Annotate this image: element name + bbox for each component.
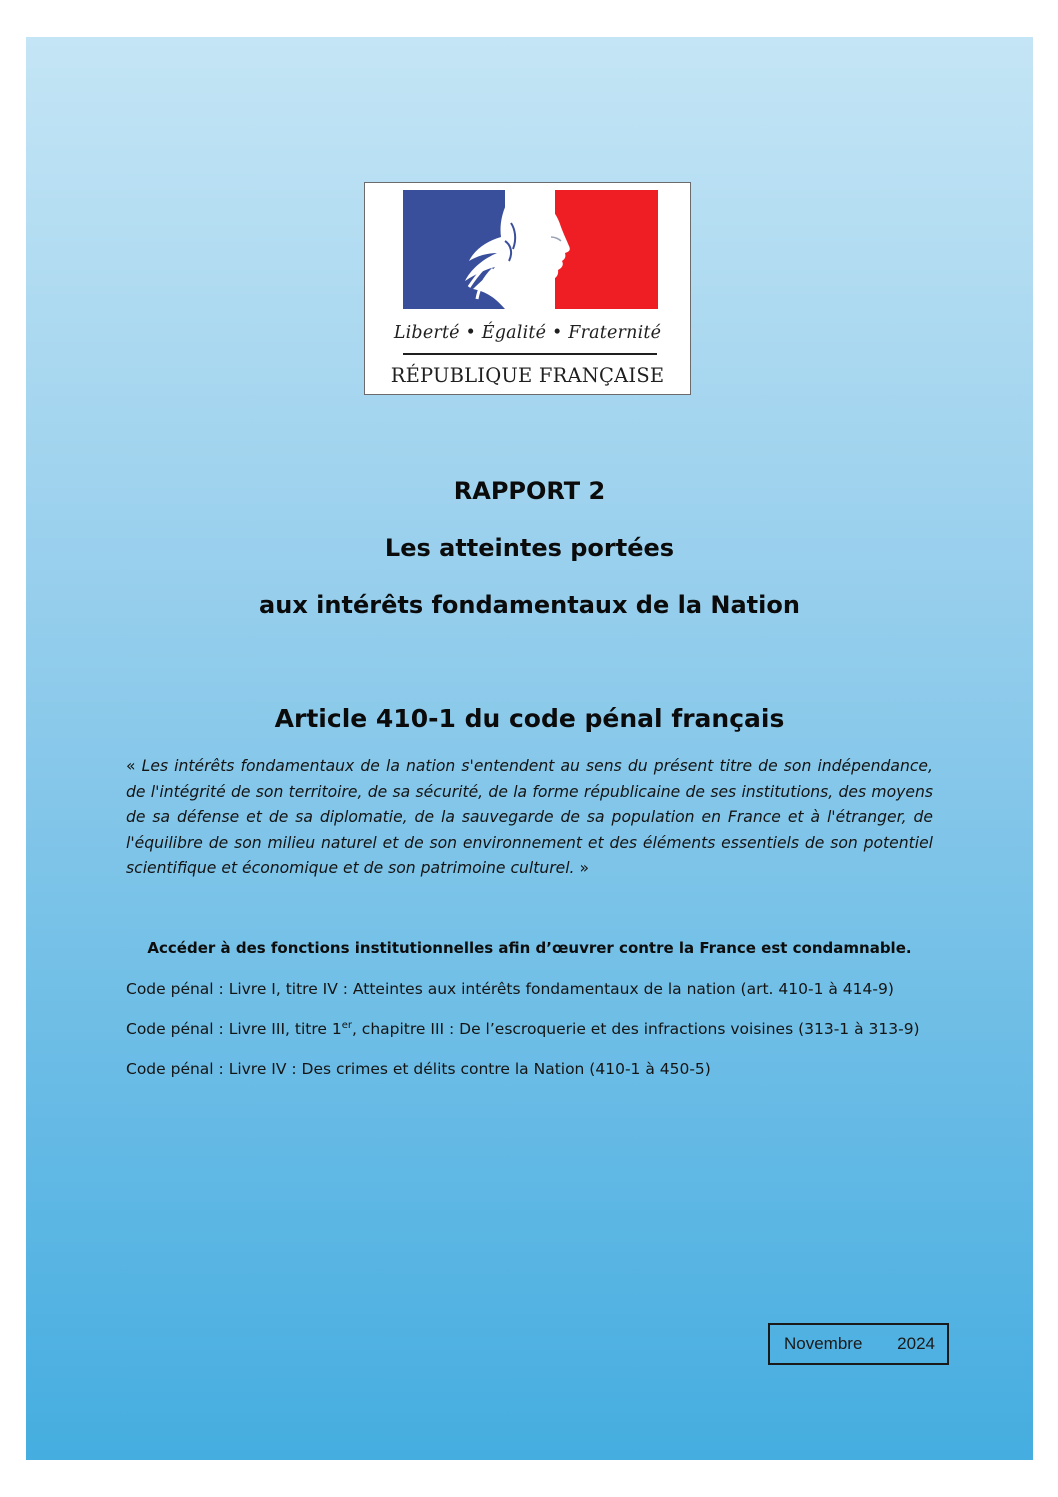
reference-line-1: Code pénal : Livre I, titre IV : Atteintes aux intérêts fondamentaux de la nation (art. 410-1 à 414-9) (126, 980, 894, 998)
logo-motto: Liberté • Égalité • Fraternité (393, 323, 662, 343)
reference-line-2 (126, 1020, 956, 1038)
logo-republic-name: RÉPUBLIQUE FRANÇAISE (390, 364, 665, 387)
report-number: RAPPORT 2 (453, 477, 606, 505)
report-title-line2: aux intérêts fondamentaux de la Nation (259, 591, 800, 619)
article-quote (126, 754, 933, 882)
report-title-line1: Les atteintes portées (384, 534, 675, 562)
reference-2-end: , chapitre III : De l’escroquerie et des infractions voisines (313-1 à 313-9) (351, 1020, 920, 1039)
flag-red-band (555, 190, 658, 309)
date-box (768, 1323, 949, 1365)
quote-close-mark: » (574, 859, 590, 877)
logo-divider (403, 353, 657, 355)
reference-line-3: Code pénal : Livre IV : Des crimes et délits contre la Nation (410-1 à 450-5) (126, 1060, 711, 1078)
republique-francaise-logo (364, 182, 691, 395)
quote-open-mark: « (126, 757, 142, 775)
reference-2-start: Code pénal : Livre III, titre 1 (126, 1020, 342, 1039)
date-month: Novembre (784, 1334, 863, 1353)
quote-text: Les intérêts fondamentaux de la nation s'entendent au sens du présent titre de son indépendance, de l'intégrité de son territoire, de sa sécurité, de la forme républicaine de ses institutions, des moyens de sa défense et de sa diplomatie, de la sauvegarde de sa population en France et à l'étranger, de l'équilibre de son milieu naturel et de son environnement et des éléments essentiels de son potentiel scientifique et économique et de son patrimoine culturel. (126, 757, 933, 877)
reference-2-superscript: er (341, 1020, 352, 1031)
cover-page (26, 37, 1033, 1460)
date-year: 2024 (897, 1334, 935, 1353)
article-heading: Article 410-1 du code pénal français (274, 704, 785, 733)
statement: Accéder à des fonctions institutionnelles afin d’œuvrer contre la France est condamnable. (147, 939, 912, 957)
